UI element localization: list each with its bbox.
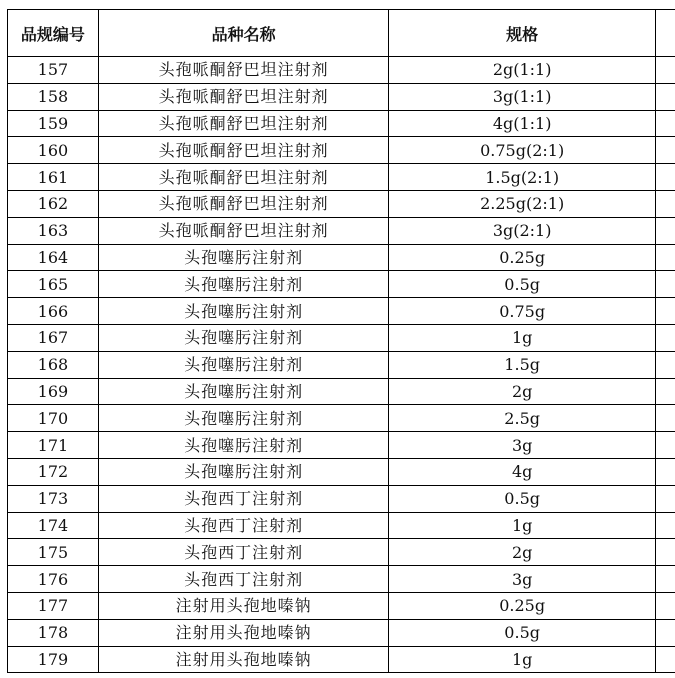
cell-cutoff xyxy=(655,378,675,405)
cell-cutoff xyxy=(655,271,675,298)
cell-cutoff xyxy=(655,646,675,673)
table-row xyxy=(8,110,675,137)
cell-name: 头孢哌酮舒巴坦注射剂 xyxy=(98,83,389,110)
cell-id: 166 xyxy=(8,298,99,325)
table-row xyxy=(8,539,675,566)
cell-spec: 1g xyxy=(389,512,655,539)
cell-id: 168 xyxy=(8,351,99,378)
drug-spec-table xyxy=(7,9,675,673)
cell-name: 注射用头孢地嗪钠 xyxy=(98,592,389,619)
cell-id: 176 xyxy=(8,566,99,593)
table-row xyxy=(8,378,675,405)
cell-spec: 1.5g xyxy=(389,351,655,378)
cell-name: 头孢哌酮舒巴坦注射剂 xyxy=(98,57,389,84)
table-row xyxy=(8,566,675,593)
cell-spec: 2g xyxy=(389,378,655,405)
cell-cutoff xyxy=(655,164,675,191)
cell-spec: 4g(1:1) xyxy=(389,110,655,137)
cell-name: 头孢哌酮舒巴坦注射剂 xyxy=(98,110,389,137)
cell-spec: 3g xyxy=(389,432,655,459)
cell-spec: 0.25g xyxy=(389,592,655,619)
cell-id: 157 xyxy=(8,57,99,84)
table-row xyxy=(8,512,675,539)
header-spec: 规格 xyxy=(389,10,655,57)
cell-name: 头孢西丁注射剂 xyxy=(98,566,389,593)
cell-id: 173 xyxy=(8,485,99,512)
cell-name: 头孢哌酮舒巴坦注射剂 xyxy=(98,137,389,164)
table-row xyxy=(8,137,675,164)
cell-name: 头孢哌酮舒巴坦注射剂 xyxy=(98,190,389,217)
cell-name: 头孢西丁注射剂 xyxy=(98,512,389,539)
table-row xyxy=(8,351,675,378)
table-row xyxy=(8,298,675,325)
cell-cutoff xyxy=(655,432,675,459)
cell-spec: 0.75g(2:1) xyxy=(389,137,655,164)
table-row xyxy=(8,217,675,244)
cell-name: 头孢噻肟注射剂 xyxy=(98,298,389,325)
cell-cutoff xyxy=(655,217,675,244)
table-row xyxy=(8,485,675,512)
cell-name: 注射用头孢地嗪钠 xyxy=(98,646,389,673)
cell-cutoff xyxy=(655,57,675,84)
cell-name: 头孢西丁注射剂 xyxy=(98,539,389,566)
cell-name: 头孢噻肟注射剂 xyxy=(98,351,389,378)
table-row xyxy=(8,324,675,351)
header-id: 品规编号 xyxy=(8,10,99,57)
cell-cutoff xyxy=(655,619,675,646)
cell-spec: 1.5g(2:1) xyxy=(389,164,655,191)
table-row xyxy=(8,271,675,298)
cell-id: 161 xyxy=(8,164,99,191)
cell-id: 164 xyxy=(8,244,99,271)
cell-id: 170 xyxy=(8,405,99,432)
cell-id: 163 xyxy=(8,217,99,244)
cell-id: 158 xyxy=(8,83,99,110)
table-row xyxy=(8,619,675,646)
cell-spec: 0.5g xyxy=(389,271,655,298)
cell-spec: 2g(1:1) xyxy=(389,57,655,84)
cell-spec: 2.5g xyxy=(389,405,655,432)
cell-name: 头孢西丁注射剂 xyxy=(98,485,389,512)
cell-id: 160 xyxy=(8,137,99,164)
cell-cutoff xyxy=(655,539,675,566)
cell-id: 159 xyxy=(8,110,99,137)
cell-spec: 0.25g xyxy=(389,244,655,271)
table-body xyxy=(8,57,675,673)
cell-id: 162 xyxy=(8,190,99,217)
cell-name: 头孢噻肟注射剂 xyxy=(98,324,389,351)
cell-cutoff xyxy=(655,512,675,539)
cell-name: 注射用头孢地嗪钠 xyxy=(98,619,389,646)
table-row xyxy=(8,164,675,191)
table-row xyxy=(8,432,675,459)
cell-name: 头孢哌酮舒巴坦注射剂 xyxy=(98,164,389,191)
cell-spec: 1g xyxy=(389,324,655,351)
cell-name: 头孢哌酮舒巴坦注射剂 xyxy=(98,217,389,244)
cell-name: 头孢噻肟注射剂 xyxy=(98,458,389,485)
cell-id: 171 xyxy=(8,432,99,459)
table-row xyxy=(8,83,675,110)
cell-id: 169 xyxy=(8,378,99,405)
cell-cutoff xyxy=(655,458,675,485)
cell-id: 179 xyxy=(8,646,99,673)
cell-cutoff xyxy=(655,190,675,217)
cell-id: 174 xyxy=(8,512,99,539)
table-row xyxy=(8,646,675,673)
cell-cutoff xyxy=(655,566,675,593)
cell-name: 头孢噻肟注射剂 xyxy=(98,432,389,459)
cell-spec: 0.75g xyxy=(389,298,655,325)
cell-spec: 3g xyxy=(389,566,655,593)
header-cutoff-column xyxy=(655,10,675,57)
cell-cutoff xyxy=(655,351,675,378)
cell-name: 头孢噻肟注射剂 xyxy=(98,405,389,432)
drug-spec-table-container xyxy=(7,9,675,673)
cell-spec: 0.5g xyxy=(389,485,655,512)
cell-name: 头孢噻肟注射剂 xyxy=(98,244,389,271)
cell-spec: 2g xyxy=(389,539,655,566)
cell-cutoff xyxy=(655,110,675,137)
cell-cutoff xyxy=(655,298,675,325)
cell-spec: 4g xyxy=(389,458,655,485)
cell-spec: 1g xyxy=(389,646,655,673)
cell-cutoff xyxy=(655,324,675,351)
table-header-row xyxy=(8,10,675,57)
cell-id: 167 xyxy=(8,324,99,351)
cell-id: 177 xyxy=(8,592,99,619)
cell-id: 175 xyxy=(8,539,99,566)
cell-spec: 3g(2:1) xyxy=(389,217,655,244)
cell-name: 头孢噻肟注射剂 xyxy=(98,378,389,405)
cell-id: 172 xyxy=(8,458,99,485)
cell-cutoff xyxy=(655,244,675,271)
table-row xyxy=(8,592,675,619)
table-row xyxy=(8,405,675,432)
cell-spec: 3g(1:1) xyxy=(389,83,655,110)
cell-cutoff xyxy=(655,405,675,432)
cell-id: 165 xyxy=(8,271,99,298)
table-row xyxy=(8,57,675,84)
cell-spec: 0.5g xyxy=(389,619,655,646)
cell-name: 头孢噻肟注射剂 xyxy=(98,271,389,298)
cell-cutoff xyxy=(655,592,675,619)
table-row xyxy=(8,458,675,485)
table-row xyxy=(8,190,675,217)
cell-cutoff xyxy=(655,485,675,512)
cell-spec: 2.25g(2:1) xyxy=(389,190,655,217)
header-name: 品种名称 xyxy=(98,10,389,57)
cell-cutoff xyxy=(655,83,675,110)
cell-id: 178 xyxy=(8,619,99,646)
cell-cutoff xyxy=(655,137,675,164)
table-row xyxy=(8,244,675,271)
